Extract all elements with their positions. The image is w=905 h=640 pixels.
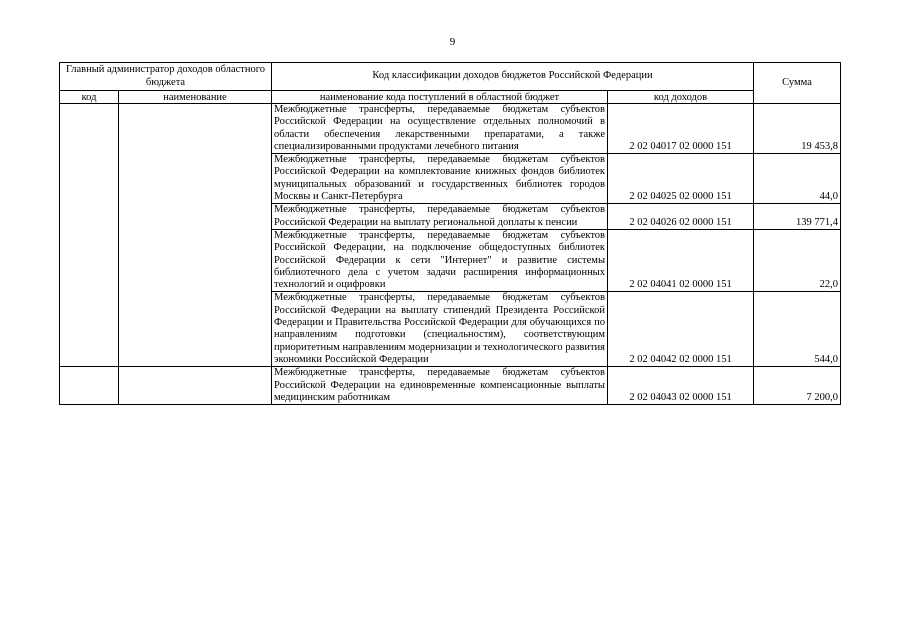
sum-cell: 19 453,8 xyxy=(754,104,841,154)
income-code-column-header: код доходов xyxy=(608,91,754,104)
sum-cell: 544,0 xyxy=(754,292,841,367)
admin-name-cell xyxy=(119,104,272,367)
income-name-cell: Межбюджетные трансферты, передаваемые бюджетам субъектов Российской Федерации на осуществление отдельных полномочий в области обеспечения лекарственными препаратами, а также специализированными продуктами лечебного питания xyxy=(272,104,608,154)
income-name-cell: Межбюджетные трансферты, передаваемые бюджетам субъектов Российской Федерации на единовременные компенсационные выплаты медицинским работникам xyxy=(272,367,608,405)
income-code-cell: 2 02 04041 02 0000 151 xyxy=(608,229,754,291)
admin-code-cell xyxy=(60,104,119,367)
income-code-cell: 2 02 04026 02 0000 151 xyxy=(608,204,754,230)
page-number: 9 xyxy=(449,36,456,48)
sum-cell: 139 771,4 xyxy=(754,204,841,230)
sum-cell: 7 200,0 xyxy=(754,367,841,405)
income-code-cell: 2 02 04042 02 0000 151 xyxy=(608,292,754,367)
table-row xyxy=(60,104,841,154)
income-code-cell: 2 02 04043 02 0000 151 xyxy=(608,367,754,405)
table-row xyxy=(60,367,841,405)
name-column-header: наименование xyxy=(119,91,272,104)
income-code-cell: 2 02 04025 02 0000 151 xyxy=(608,154,754,204)
income-name-column-header: наименование кода поступлений в областной бюджет xyxy=(272,91,608,104)
code-column-header: код xyxy=(60,91,119,104)
income-code-cell: 2 02 04017 02 0000 151 xyxy=(608,104,754,154)
admin-name-cell xyxy=(119,367,272,405)
sum-cell: 22,0 xyxy=(754,229,841,291)
admin-code-cell xyxy=(60,367,119,405)
income-name-cell: Межбюджетные трансферты, передаваемые бюджетам субъектов Российской Федерации на выплату стипендий Президента Российской Федерации и Правительства Российской Федерации для обучающихся по направлениям подготовки (специальностям), соответствующим приоритетным направлениям модернизации и технологического развития экономики Российской Федерации xyxy=(272,292,608,367)
income-name-cell: Межбюджетные трансферты, передаваемые бюджетам субъектов Российской Федерации, на подключение общедоступных библиотек Российской Федерации к сети "Интернет" и развитие системы библиотечного дела с учетом задачи расширения информационных технологий и оцифровки xyxy=(272,229,608,291)
admin-group-header: Главный администратор доходов областного бюджета xyxy=(60,63,272,91)
income-name-cell: Межбюджетные трансферты, передаваемые бюджетам субъектов Российской Федерации на комплектование книжных фондов библиотек муниципальных образований и государственных библиотек городов Москвы и Санкт-Петербурга xyxy=(272,154,608,204)
sum-header: Сумма xyxy=(754,63,841,104)
header-row-top xyxy=(60,63,841,91)
income-classification-table xyxy=(59,62,841,405)
income-name-cell: Межбюджетные трансферты, передаваемые бюджетам субъектов Российской Федерации на выплату региональной доплаты к пенсии xyxy=(272,204,608,230)
sum-cell: 44,0 xyxy=(754,154,841,204)
classification-header: Код классификации доходов бюджетов Российской Федерации xyxy=(272,63,754,91)
header-row-sub xyxy=(60,91,841,104)
